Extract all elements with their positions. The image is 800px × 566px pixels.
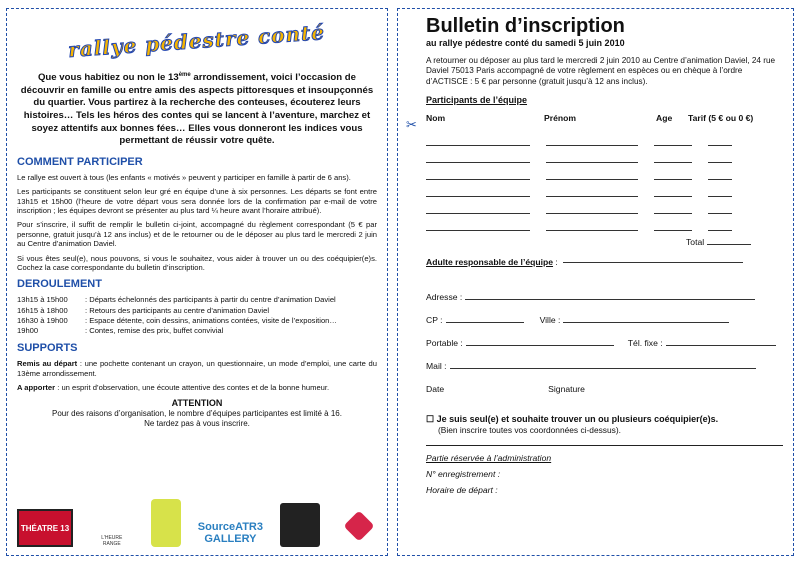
horaire-field[interactable]: Horaire de départ : — [426, 485, 498, 496]
participer-heading: COMMENT PARTICIPER — [17, 155, 143, 168]
conteurs-heart-logo — [339, 505, 379, 547]
scissors-icon: ✂ — [406, 117, 417, 132]
supports-item-2: A apporter : un esprit d’observation, une écoute attentive des contes et de la bonne humeur. — [17, 383, 330, 393]
total-field[interactable]: Total — [686, 237, 783, 247]
intro-text: Que vous habitiez ou non le 13ème arrondissement, voici l’occasion de découvrir en famille ou entre amis des aspects pittoresques et insoupçonnés du quartier. Vous partirez à la recherche des conteuses, écouterez leurs histoires… Tels les héros des contes qui se lancent à l’aventure, marchez et soyez attentifs aux bonnes fées… Elles vous donneront les indices vous permettant de réussir votre quête. — [20, 72, 374, 147]
participant-row[interactable] — [426, 146, 783, 163]
adresse-field[interactable]: Adresse : — [426, 279, 783, 302]
schedule-row: 16h15 à 18h00 : Retours des participants au centre d’animation Daviel — [17, 305, 270, 315]
col-prenom: Prénom — [544, 113, 576, 124]
source-gallery-logo: SourceATR3 GALLERY — [197, 521, 263, 545]
info-panel — [6, 8, 388, 556]
supports-item-1: Remis au départ : une pochette contenant un crayon, un questionnaire, un mode d’emploi, une carte du 13ème arrondissement. — [17, 359, 377, 378]
form-panel — [397, 8, 794, 556]
schedule-list — [17, 295, 377, 336]
admin-heading: Partie réservée à l’administration — [426, 453, 552, 464]
participants-heading: Participants de l’équipe — [426, 95, 528, 106]
chemin-conteur-logo — [280, 503, 320, 547]
cp-ville-field[interactable]: CP : Ville : — [426, 302, 783, 325]
attention-line-1: Pour des raisons d’organisation, le nombre d’équipes participantes est limité à 16. — [52, 408, 342, 418]
schedule-row: 13h15 à 15h00 : Départs échelonnés des participants à partir du centre d’animation Daviel — [17, 295, 336, 305]
schedule-row: 19h00 : Contes, remise des prix, buffet convivial — [17, 326, 224, 336]
enregistrement-field[interactable]: N° enregistrement : — [426, 469, 501, 480]
col-age: Age — [656, 113, 673, 124]
theatre13-logo: THÉATRE 13 — [17, 509, 73, 547]
attention-line-2: Ne tardez pas à vous inscrire. — [144, 419, 250, 429]
solo-checkbox[interactable]: ☐ Je suis seul(e) et souhaite trouver un ou plusieurs coéquipier(e)s. — [426, 414, 719, 425]
participants-columns — [426, 113, 783, 123]
rally-title: rallye pédestre conté — [67, 20, 327, 62]
col-tarif: Tarif (5 € ou 0 €) — [688, 113, 754, 124]
heure-rouge-logo: L’HEURE RANGE — [101, 535, 123, 547]
adult-heading-row: Adulte responsable de l’équipe : — [426, 257, 783, 267]
schedule-row: 16h30 à 19h00 : Espace détente, coin dessins, animations contées, visite de l’exposition… — [17, 315, 337, 325]
admin-divider — [426, 445, 783, 446]
form-instructions: A retourner ou déposer au plus tard le mercredi 2 juin 2010 au Centre d’animation Daviel, 24 rue Daviel 75013 Paris accompagné de votre règlement en espèces ou en chèque à l’ordre d’ACTISCE : 5 € par personne (gratuit jusqu’à 12 ans inclus). — [426, 56, 776, 86]
mail-field[interactable]: Mail : — [426, 348, 783, 371]
solo-checkbox-note: (Bien inscrire toutes vos coordonnées ci-dessus). — [438, 425, 621, 436]
attention-box — [17, 398, 377, 430]
participant-row[interactable] — [426, 180, 783, 197]
participant-row[interactable] — [426, 129, 783, 146]
participer-p1: Le rallye est ouvert à tous (les enfants « motivés » peuvent y participer en famille à partir de 6 ans). — [17, 172, 351, 182]
form-subtitle: au rallye pédestre conté du samedi 5 juin 2010 — [426, 38, 625, 48]
participant-row[interactable] — [426, 197, 783, 214]
partner-logos — [17, 493, 379, 547]
date-signature-field[interactable]: Date Signature — [426, 384, 585, 395]
deroulement-heading: DEROULEMENT — [17, 278, 102, 291]
frog-logo — [151, 499, 181, 547]
participer-p4: Si vous êtes seul(e), nous pouvons, si vous le souhaitez, vous aider à trouver un ou des coéquipier(e)s. Cochez la case correspondante du bulletin d’inscription. — [17, 253, 377, 272]
participant-row[interactable] — [426, 214, 783, 231]
participants-rows — [426, 129, 783, 231]
form-title: Bulletin d’inscription — [426, 15, 625, 37]
rally-title-art — [17, 17, 377, 67]
col-nom: Nom — [426, 113, 446, 124]
participant-row[interactable] — [426, 163, 783, 180]
phone-field[interactable]: Portable : Tél. fixe : — [426, 325, 783, 348]
heart-icon — [343, 510, 374, 541]
participer-p2: Les participants se constituent selon leur gré en équipe d’une à six personnes. Les départs se font entre 13h15 et 15h00 (l’heure de votre départ vous sera donnée lors de la confirmation par e-mail de votre inscription ; les équipes devront se présenter au plus tard ¼ heure avant l’horaire attribué). — [17, 187, 377, 215]
admin-section — [426, 450, 783, 498]
attention-heading: ATTENTION — [171, 398, 223, 409]
participer-p3: Pour s’inscrire, il suffit de remplir le bulletin ci-joint, accompagné du règlement correspondant (5 € par personne, gratuit jusqu’à 12 ans inclus) et de le retourner ou de le déposer au plus tard le mercredi 2 juin au Centre d’animation Daviel. — [17, 220, 377, 249]
supports-heading: SUPPORTS — [17, 342, 78, 355]
